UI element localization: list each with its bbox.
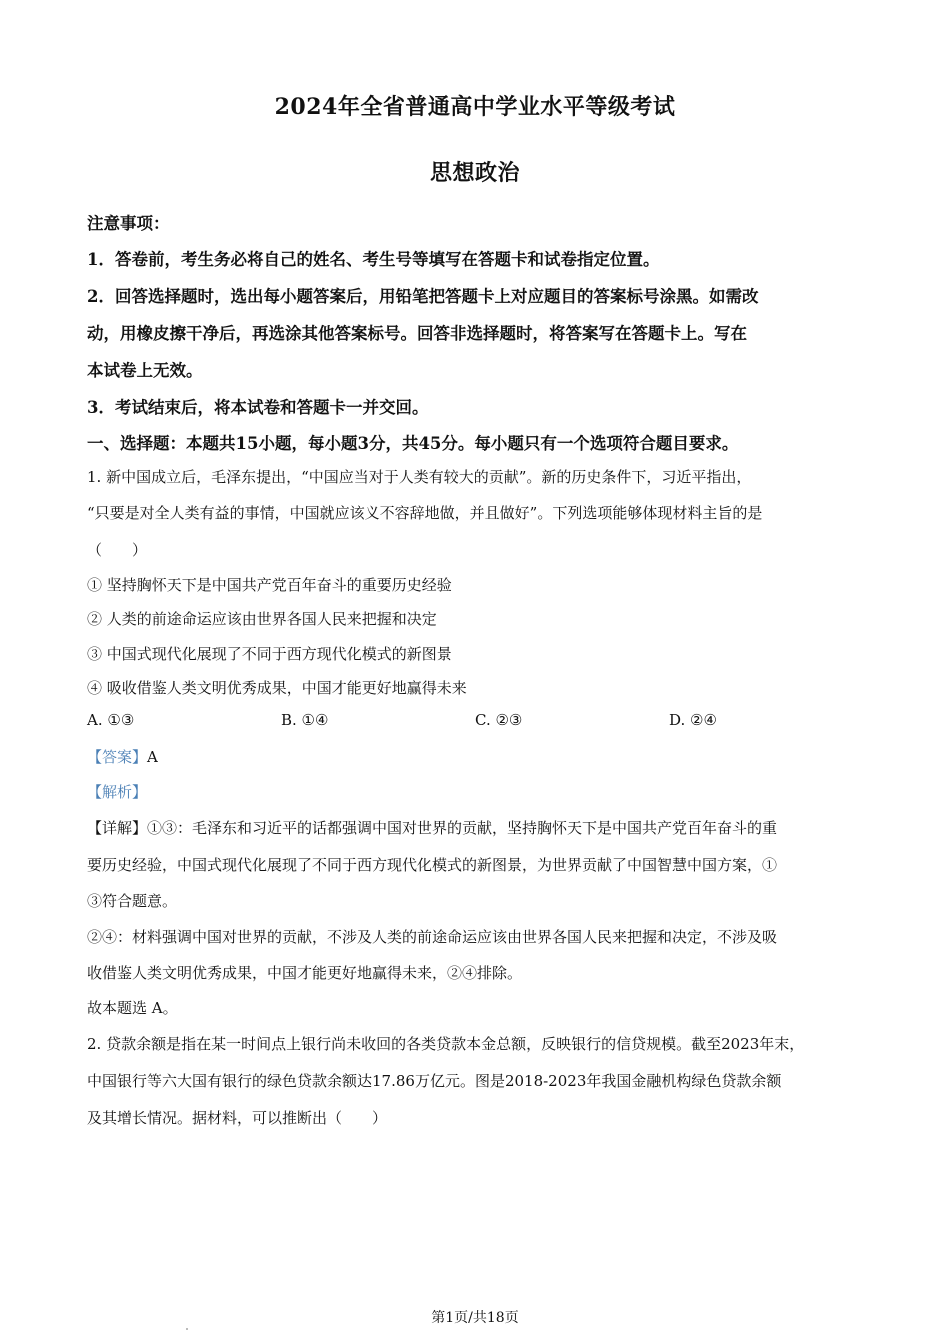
q1-detail-line-2: 要历史经验，中国式现代化展现了不同于西方现代化模式的新图景，为世界贡献了中国智慧中国方案，① — [87, 856, 778, 874]
q1-stem-line-2: “只要是对全人类有益的事情，中国就应该义不容辞地做，并且做好”。下列选项能够体现材料主旨的是 — [87, 504, 763, 522]
analysis-tag: 【解析】 — [87, 783, 148, 801]
q1-detail-line-1: 【详解】①③：毛泽东和习近平的话都强调中国对世界的贡献，坚持胸怀天下是中国共产党百年奋斗的重 — [87, 819, 778, 837]
exam-title: 2024年全省普通高中学业水平等级考试 — [274, 94, 676, 120]
q1-detail-line-5: 收借鉴人类文明优秀成果，中国才能更好地赢得未来，②④排除。 — [87, 964, 523, 982]
q2-stem-line-1: 2. 贷款余额是指在某一时间点上银行尚未收回的各类贷款本金总额，反映银行的信贷规模。截至2023年末， — [87, 1035, 805, 1053]
page-number: 第1页/共18页 — [431, 1310, 519, 1326]
notice-item-1: 1．答卷前，考生务必将自己的姓名、考生号等填写在答题卡和试卷指定位置。 — [87, 250, 660, 269]
subject-title: 思想政治 — [429, 160, 520, 186]
answer-value: A — [147, 748, 158, 766]
q1-item-4: ④ 吸收借鉴人类文明优秀成果，中国才能更好地赢得未来 — [87, 679, 467, 697]
q1-item-1: ① 坚持胸怀天下是中国共产党百年奋斗的重要历史经验 — [87, 576, 452, 594]
q1-option-b: B. ①④ — [281, 711, 329, 729]
q1-answer — [87, 746, 158, 767]
section-1-heading: 一、选择题：本题共15小题，每小题3分，共45分。每小题只有一个选项符合题目要求。 — [87, 434, 739, 453]
q1-option-a: A. ①③ — [87, 711, 135, 729]
q1-option-c: C. ②③ — [475, 711, 523, 729]
notice-item-2-line-1: 2．回答选择题时，选出每小题答案后，用铅笔把答题卡上对应题目的答案标号涂黑。如需改 — [87, 287, 759, 306]
q1-detail-line-6: 故本题选 A。 — [87, 999, 178, 1017]
q1-detail-line-4: ②④：材料强调中国对世界的贡献，不涉及人类的前途命运应该由世界各国人民来把握和决定，不涉及吸 — [87, 928, 778, 946]
q1-item-3: ③ 中国式现代化展现了不同于西方现代化模式的新图景 — [87, 645, 452, 663]
q2-stem-line-2: 中国银行等六大国有银行的绿色贷款余额达17.86万亿元。图是2018-2023年我国金融机构绿色贷款余额 — [87, 1072, 782, 1090]
q1-stem-line-3: （ ） — [87, 541, 148, 559]
q1-stem-line-1: 1. 新中国成立后，毛泽东提出，“中国应当对于人类有较大的贡献”。新的历史条件下，习近平指出， — [87, 468, 752, 486]
notice-item-2-line-3: 本试卷上无效。 — [87, 361, 203, 380]
notice-heading: 注意事项： — [87, 214, 170, 233]
answer-tag: 【答案】 — [87, 748, 148, 766]
notice-item-2-line-2: 动，用橡皮擦干净后，再选涂其他答案标号。回答非选择题时，将答案写在答题卡上。写在 — [87, 324, 747, 343]
q1-option-d: D. ②④ — [669, 711, 717, 729]
q2-stem-line-3: 及其增长情况。据材料，可以推断出（ ） — [87, 1109, 388, 1127]
q1-detail-line-3: ③符合题意。 — [87, 892, 178, 910]
decorative-dot — [186, 1328, 188, 1330]
q1-item-2: ② 人类的前途命运应该由世界各国人民来把握和决定 — [87, 610, 437, 628]
notice-item-3: 3．考试结束后，将本试卷和答题卡一并交回。 — [87, 398, 429, 417]
